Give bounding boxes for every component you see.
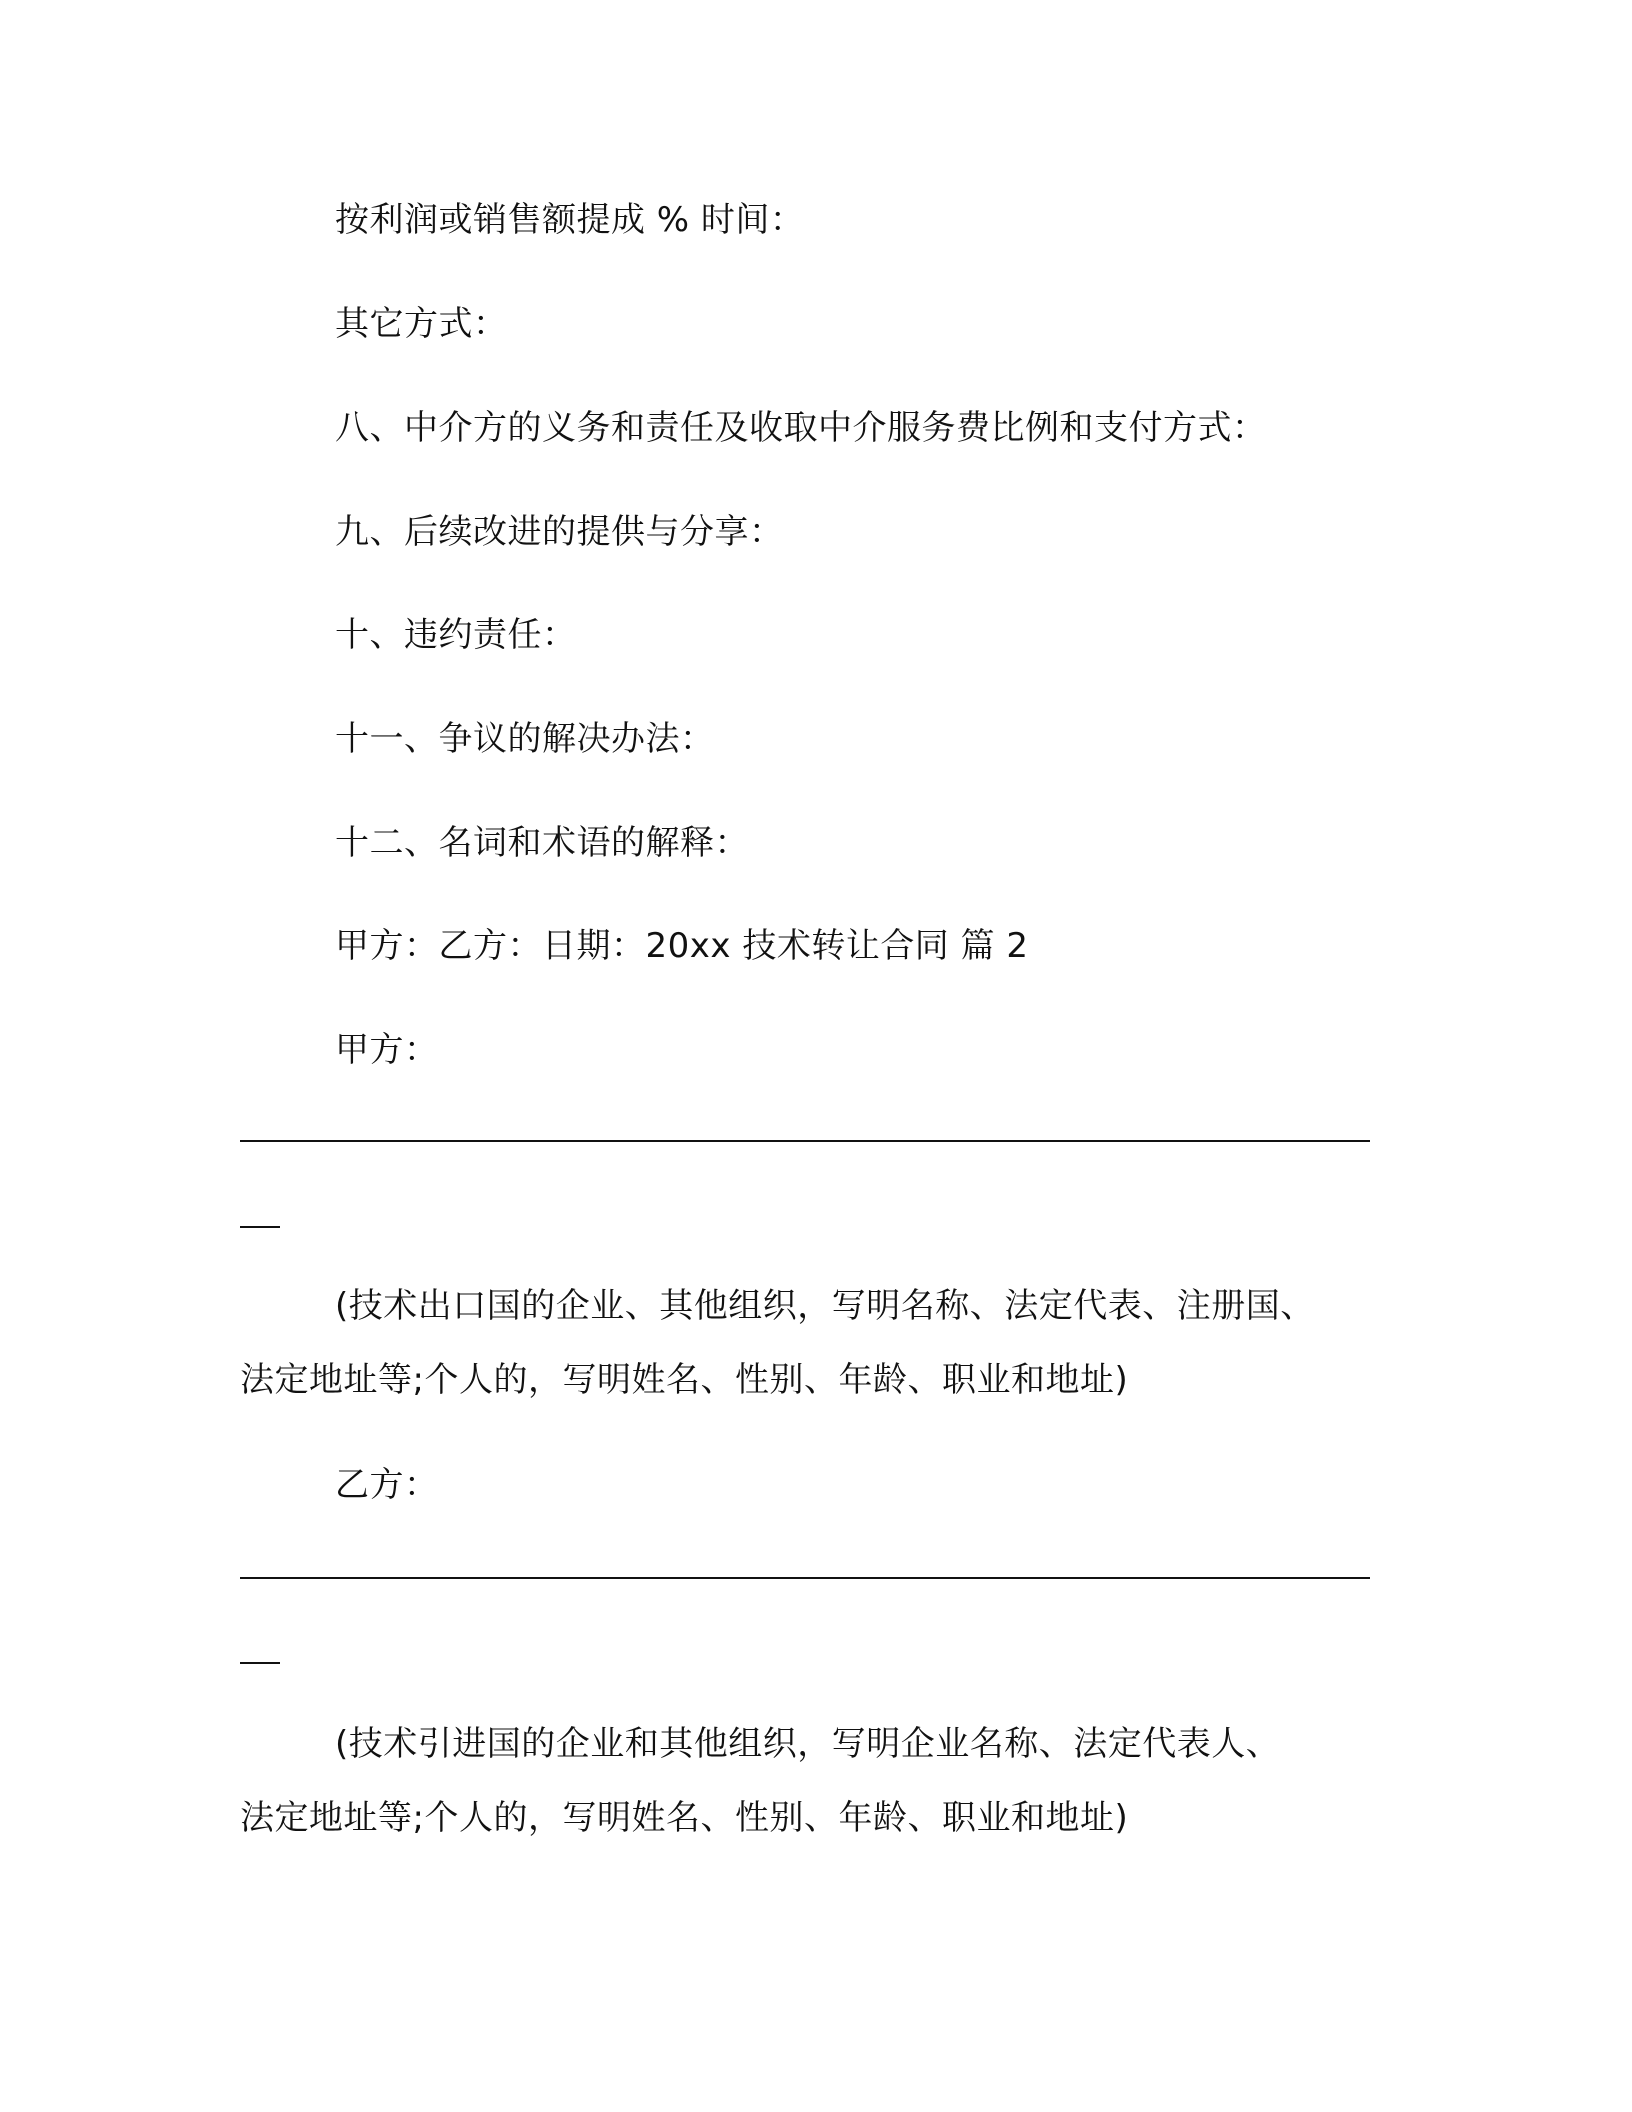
- signature-date-title-line: 甲方：乙方：日期：20xx 技术转让合同 篇 2: [335, 926, 1029, 966]
- clause-eight: 八、中介方的义务和责任及收取中介服务费比例和支付方式：: [335, 408, 1267, 448]
- clause-eleven: 十一、争议的解决办法：: [335, 719, 715, 759]
- party-b-label: 乙方：: [335, 1465, 439, 1505]
- party-b-note-line-1: (技术引进国的企业和其他组织，写明企业名称、法定代表人、: [335, 1724, 1281, 1764]
- clause-nine: 九、后续改进的提供与分享：: [335, 512, 784, 552]
- party-a-note-line-2: 法定地址等;个人的，写明姓名、性别、年龄、职业和地址): [240, 1360, 1129, 1400]
- party-a-label: 甲方：: [335, 1030, 439, 1070]
- party-b-fill-line-continued: [240, 1662, 280, 1664]
- other-methods-line: 其它方式：: [335, 304, 508, 344]
- party-a-fill-line: [240, 1140, 1370, 1142]
- party-b-note-line-2: 法定地址等;个人的，写明姓名、性别、年龄、职业和地址): [240, 1798, 1129, 1838]
- commission-time-line: 按利润或销售额提成 % 时间：: [335, 200, 805, 240]
- party-a-note-line-1: (技术出口国的企业、其他组织，写明名称、法定代表、注册国、: [335, 1286, 1315, 1326]
- party-a-fill-line-continued: [240, 1226, 280, 1228]
- clause-ten: 十、违约责任：: [335, 615, 577, 655]
- clause-twelve: 十二、名词和术语的解释：: [335, 823, 749, 863]
- party-b-fill-line: [240, 1577, 1370, 1579]
